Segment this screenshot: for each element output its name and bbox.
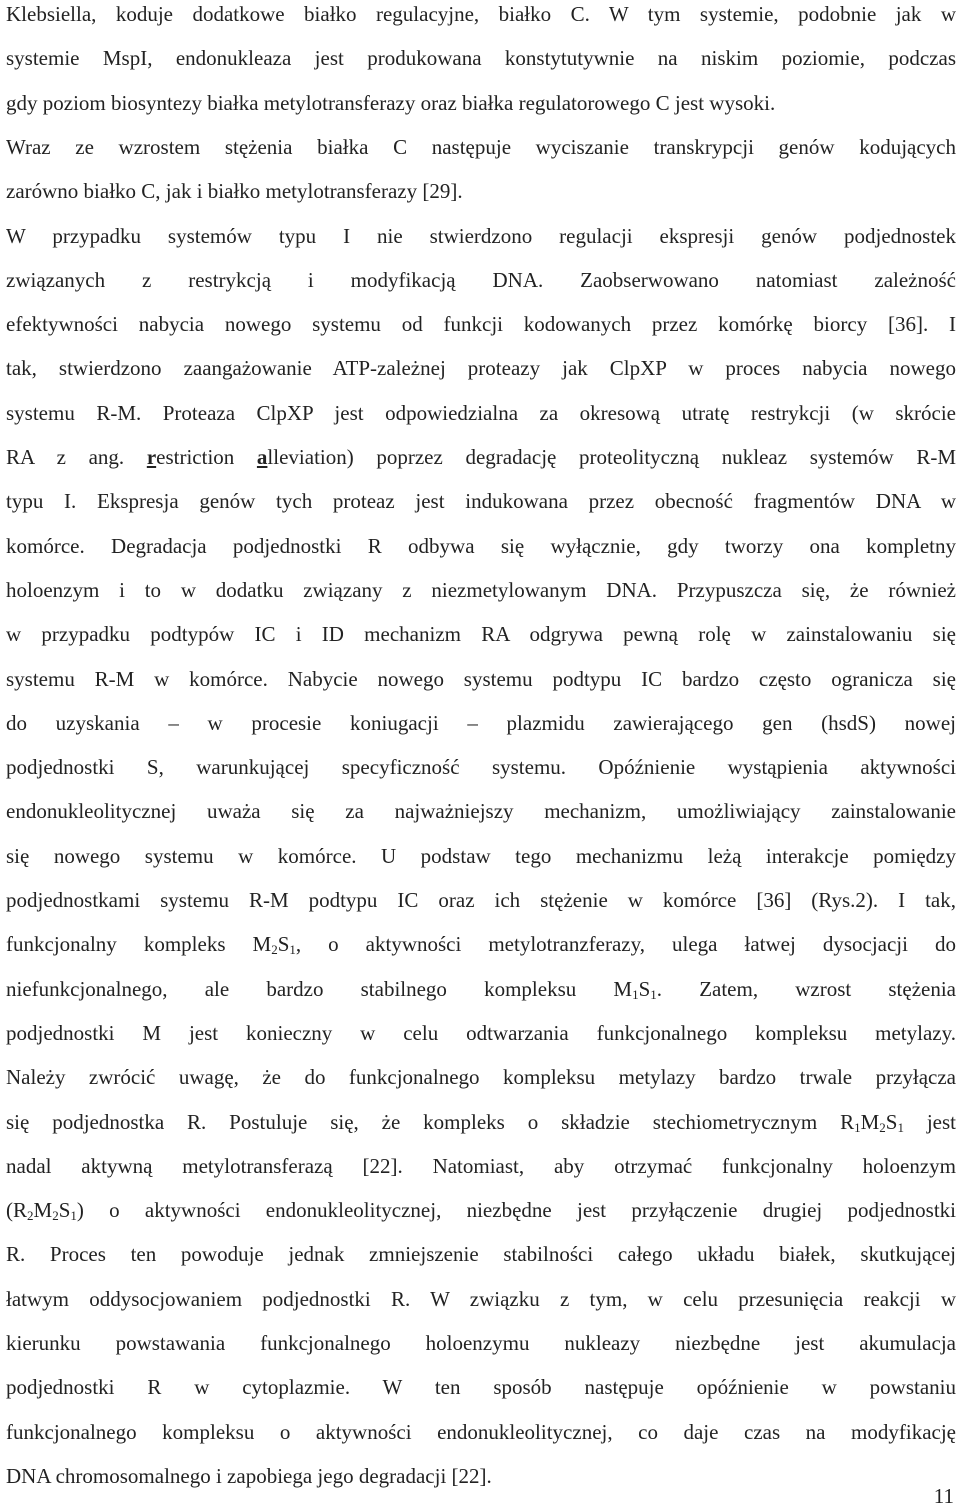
text-line <box>6 44 956 72</box>
text-line <box>6 177 956 205</box>
text-line <box>6 886 956 914</box>
text-line <box>6 222 956 250</box>
text-line <box>6 487 956 515</box>
text-segment: S <box>885 1109 898 1134</box>
text-line <box>6 1019 956 1047</box>
text-line <box>6 1329 956 1357</box>
text-segment: S <box>638 976 651 1001</box>
text-segment: podjednostki R w cytoplazmie. W ten sposób następuje opóźnienie w powstaniu <box>6 1375 956 1400</box>
text-segment: systemie MspI, endonukleaza jest produkowana konstytutywnie na niskim poziomie, podczas <box>6 46 956 71</box>
text-segment: RA z ang. <box>6 445 147 469</box>
text-line <box>6 1108 956 1136</box>
subscript: 2 <box>271 942 278 958</box>
text-segment: lleviation) poprzez degradację proteolityczną nukleaz systemów R-M <box>267 445 956 469</box>
text-segment: Należy zwrócić uwagę, że do funkcjonalnego kompleksu metylazy bardzo trwale przyłącza <box>6 1065 956 1090</box>
subscript: 2 <box>879 1119 886 1135</box>
text-line <box>6 1063 956 1091</box>
subscript: 1 <box>289 942 296 958</box>
text-segment: (R <box>6 1198 27 1223</box>
subscript: 2 <box>52 1208 59 1224</box>
text-segment: podjednostkami systemu R-M podtypu IC oraz ich stężenie w komórce [36] (Rys.2). I tak, <box>6 888 956 912</box>
text-segment: nadal aktywną metylotransferazą [22]. Natomiast, aby otrzymać funkcjonalny holoenzym <box>6 1153 956 1178</box>
text-line <box>6 266 956 294</box>
text-segment: związanych z restrykcją i modyfikacją DNA. Zaobserwowano natomiast zależność <box>6 267 956 292</box>
page-number: 11 <box>933 1484 954 1508</box>
text-segment: estriction <box>156 445 257 469</box>
text-line <box>6 532 956 560</box>
text-line <box>6 620 956 648</box>
text-line <box>6 975 956 1003</box>
text-segment: zarówno białko C, jak i białko metylotransferazy [29]. <box>6 179 463 204</box>
text-line <box>6 1462 956 1490</box>
text-segment: do uzyskania – w procesie koniugacji – plazmidu zawierającego gen (hsdS) nowej <box>6 710 956 735</box>
text-line <box>6 930 956 958</box>
text-segment: , o aktywności metylotranzferazy, ulega łatwej dysocjacji do <box>295 932 956 957</box>
text-line <box>6 89 956 117</box>
text-line <box>6 1418 956 1446</box>
text-line <box>6 1152 956 1180</box>
text-line <box>6 1373 956 1401</box>
text-segment: ) o aktywności endonukleolitycznej, niezbędne jest przyłączenie drugiej podjednostki <box>76 1198 956 1223</box>
text-segment: kierunku powstawania funkcjonalnego holoenzymu nukleazy niezbędne jest akumulacja <box>6 1331 956 1355</box>
text-segment: w przypadku podtypów IC i ID mechanizm RA odgrywa pewną rolę w zainstalowaniu się <box>6 622 956 647</box>
text-segment: funkcjonalny kompleks M <box>6 932 272 957</box>
text-segment: typu I. Ekspresja genów tych proteaz jest indukowana przez obecność fragmentów DNA w <box>6 489 956 514</box>
text-line <box>6 576 956 604</box>
text-line <box>6 753 956 781</box>
text-segment: systemu R-M w komórce. Nabycie nowego systemu podtypu IC bardzo często ogranicza się <box>6 666 956 691</box>
text-line <box>6 842 956 870</box>
subscript: 2 <box>27 1208 34 1224</box>
text-segment: podjednostki S, warunkującej specyficzność systemu. Opóźnienie wystąpienia aktywności <box>6 755 956 780</box>
text-line <box>6 1285 956 1313</box>
text-line <box>6 797 956 825</box>
text-line <box>6 665 956 693</box>
text-line <box>6 310 956 338</box>
underlined-letter: r <box>146 445 157 469</box>
text-segment: S <box>58 1198 71 1223</box>
text-line <box>6 133 956 161</box>
text-segment: R. Proces ten powoduje jednak zmniejszenie stabilności całego układu białek, skutkującej <box>6 1242 956 1267</box>
text-segment: komórce. Degradacja podjednostki R odbywa się wyłącznie, gdy tworzy ona kompletny <box>6 533 956 558</box>
text-segment: W przypadku systemów typu I nie stwierdzono regulacji ekspresji genów podjednostek <box>6 223 956 248</box>
text-segment: systemu R-M. Proteaza ClpXP jest odpowiedzialna za okresową utratę restrykcji (w skrócie <box>6 400 956 425</box>
text-segment: DNA chromosomalnego i zapobiega jego degradacji [22]. <box>6 1463 492 1488</box>
text-segment: podjednostki M jest konieczny w celu odtwarzania funkcjonalnego kompleksu metylazy. <box>6 1020 956 1045</box>
text-segment: funkcjonalnego kompleksu o aktywności endonukleolitycznej, co daje czas na modyfikację <box>6 1419 956 1444</box>
text-line <box>6 0 956 28</box>
text-segment: tak, stwierdzono zaangażowanie ATP-zależnej proteazy jak ClpXP w proces nabycia nowego <box>6 356 956 381</box>
text-segment: się nowego systemu w komórce. U podstaw tego mechanizmu leżą interakcje pomiędzy <box>6 843 956 868</box>
subscript: 1 <box>897 1119 904 1135</box>
text-line <box>6 1196 956 1224</box>
text-segment: Wraz ze wzrostem stężenia białka C następuje wyciszanie transkrypcji genów kodujących <box>6 134 956 159</box>
text-segment: S <box>277 932 290 957</box>
text-line <box>6 1240 956 1268</box>
subscript: 1 <box>70 1208 77 1224</box>
text-segment: M <box>33 1198 53 1223</box>
text-segment: endonukleolitycznej uważa się za najważniejszy mechanizm, umożliwiający zainstalowanie <box>6 799 956 824</box>
text-segment: łatwym oddysocjowaniem podjednostki R. W związku z tym, w celu przesunięcia reakcji w <box>6 1286 956 1311</box>
text-segment: efektywności nabycia nowego systemu od funkcji kodowanych przez komórkę biorcy [36]. I <box>6 312 956 337</box>
text-segment: . Zatem, wzrost stężenia <box>656 976 956 1001</box>
subscript: 1 <box>632 986 639 1002</box>
text-segment: gdy poziom biosyntezy białka metylotransferazy oraz białka regulatorowego C jest wysoki. <box>6 90 776 115</box>
underlined-letter: a <box>256 445 268 469</box>
text-line <box>6 443 956 471</box>
text-line <box>6 354 956 382</box>
text-segment: holoenzym i to w dodatku związany z niezmetylowanym DNA. Przypuszcza się, że również <box>6 577 956 602</box>
subscript: 1 <box>650 986 657 1002</box>
text-segment: się podjednostka R. Postuluje się, że kompleks o składzie stechiometrycznym R <box>6 1109 855 1134</box>
text-segment: niefunkcjonalnego, ale bardzo stabilnego kompleksu M <box>6 976 633 1001</box>
text-line <box>6 709 956 737</box>
text-segment: Klebsiella, koduje dodatkowe białko regulacyjne, białko C. W tym systemie, podobnie jak w <box>6 2 956 26</box>
text-segment: jest <box>903 1109 956 1134</box>
text-line <box>6 399 956 427</box>
text-segment: M <box>860 1109 880 1134</box>
subscript: 1 <box>854 1119 861 1135</box>
